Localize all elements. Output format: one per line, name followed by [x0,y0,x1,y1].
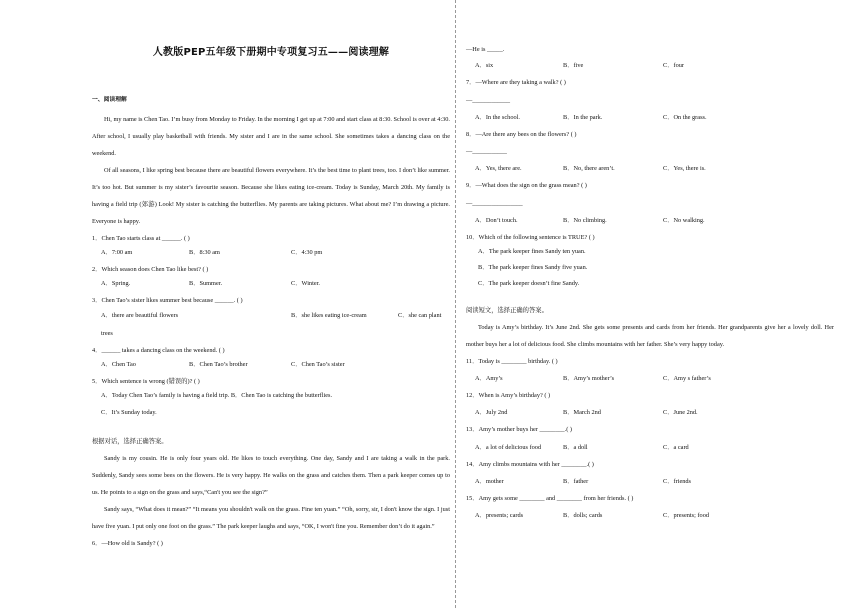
question-4: 4．______ takes a dancing class on the weekend. ( ) [92,346,225,354]
option: B．a doll [563,443,588,451]
option: C．It’s Sunday today. [101,409,157,417]
question-13: 13．Amy’s mother buys her ________.( ) [466,426,572,434]
instruction: 根据对话，选择正确答案。 [92,437,168,445]
page-title: 人教版PEP五年级下册期中专项复习五——阅读理解 [152,47,390,58]
option: B．five [563,62,584,70]
question-9: 9．—What does the sign on the grass mean? ( ) [466,182,587,190]
question-13-options [466,444,834,452]
option: B．father [563,477,589,485]
option: B．dolls; cards [563,512,603,520]
question-14-options [466,478,834,486]
question-15: 15．Amy gets some ________ and ________ from her friends. ( ) [466,495,634,503]
option: A．The park keeper fines Sandy ten yuan. [478,248,586,256]
question-3-options [92,312,450,320]
option: A．Don’t touch. [475,216,518,224]
option: B．In the park. [563,113,603,121]
question-11: 11．Today is ________ birthday. ( ) [466,357,558,365]
question-6-options [466,62,834,70]
option: A．Chen Tao [101,360,136,368]
answer-line: —___________ [466,148,507,156]
option: C．Yes, there is. [663,165,706,173]
left-column [92,0,450,548]
question-2: 2．Which season does Chen Tao like best? ( ) [92,265,209,273]
option: A．Amy’s [475,374,503,382]
option: A．In the school. [475,113,520,121]
instruction: 阅读短文，选择正确的答案。 [466,306,548,314]
question-4-options [92,361,450,369]
question-1: 1．Chen Tao starts class at ______. ( ) [92,234,190,242]
question-8-options [466,165,834,173]
option: C．a card [663,443,689,451]
question-7-options [466,114,834,122]
question-10: 10．Which of the following sentence is TRUE? ( ) [466,233,595,241]
option: C．The park keeper doesn’t fine Sandy. [478,280,580,288]
option: A．Today Chen Tao’s family is having a field trip. B．Chen Tao is catching the butterflies. [101,392,333,400]
option: A．a lot of delicious food [475,443,542,451]
question-15-options [466,512,834,520]
option: A．presents; cards [475,512,524,520]
option: B．Chen Tao’s brother [189,360,248,368]
column-divider [455,0,456,608]
question-5: 5．Which sentence is wrong (错误的)? ( ) [92,378,200,386]
option: B．No, there aren’t. [563,165,615,173]
right-column [466,0,834,520]
question-9-options [466,217,834,225]
passage2-paragraph: Sandy is my cousin. He is only four years old. He likes to touch everything. One day, Sandy and I are taking a walk in the park. Suddenly, Sandy sees some bees on the flowers. He is very happy. He walks on the grass and catches them. Then a park keeper comes up to us. He points to a sign on the grass and says,“Can't you see the sign?” [92,454,450,496]
option: C．4:30 pm [291,248,323,256]
option: B．No climbing. [563,216,607,224]
question-6: 6．—How old is Sandy? ( ) [92,539,163,547]
question-12: 12．When is Amy’s birthday? ( ) [466,392,551,400]
option: C．four [663,62,684,70]
option: B．The park keeper fines Sandy five yuan. [478,264,588,272]
question-8: 8．—Are there any bees on the flowers? ( ) [466,130,577,138]
question-11-options [466,375,834,383]
option: B．March 2nd [563,409,601,417]
option: A．mother [475,477,504,485]
option: C．Amy s father’s [663,374,711,382]
option: C．presents; food [663,512,709,520]
option: A．7:00 am [101,248,133,256]
option: B．she likes eating ice-cream [291,312,367,320]
option-continuation: trees [101,329,113,337]
passage2-paragraph: Sandy says, “What does it mean?” “It means you shouldn't walk on the grass. Fine ten yuan.” “Oh, sorry, sir, I don't know the sign. I just have five yuan. I put only one foot on the grass.” The park keeper laughs and says, “OK, I won't fine you. Remember don’t do it again.” [92,505,450,530]
question-3: 3．Chen Tao’s sister likes summer best because ______. ( ) [92,297,243,305]
option: B．Amy’s mother’s [563,374,615,382]
option: A．six [475,62,494,70]
option: A．Yes, there are. [475,165,522,173]
option: C．No walking. [663,216,705,224]
passage1-paragraph: Of all seasons, I like spring best because there are beautiful flowers everywhere. It’s the best time to plant trees, too. I don’t like summer. It’s too hot. But summer is my sister’s favourite season. Because she likes eating ice-cream. Today is Sunday, March 20th. My family is having a field trip (郊游) Look! My sister is catching the butterflies. My parents are taking pictures. What about me? I’m drawing a picture. Everyone is happy. [92,166,450,225]
option: C．June 2nd. [663,409,698,417]
option: C．Chen Tao’s sister [291,360,345,368]
option: A．there are beautiful flowers [101,312,179,320]
option: A．Spring. [101,280,131,288]
option: C．friends [663,477,691,485]
question-14: 14．Amy climbs mountains with her ________.( ) [466,460,594,468]
answer-line: —He is _____. [466,46,505,53]
option: C．Winter. [291,280,320,288]
option: C．she can plant [398,312,442,320]
option: A．July 2nd [475,409,508,417]
answer-line: —____________ [466,96,511,104]
option: B．Summer. [189,280,223,288]
option: C．On the grass. [663,113,707,121]
section-heading: 一、阅读理解 [92,97,127,103]
question-12-options [466,409,834,417]
answer-line: —________________ [466,199,523,207]
passage1-paragraph: Hi, my name is Chen Tao. I’m busy from Monday to Friday. In the morning I get up at 7:00 and start class at 8:30. School is over at 4:30. After school, I usually play basketball with friends. My sister and I are in the same school. She sometimes takes a dancing class on the weekend. [92,115,451,157]
question-7: 7．—Where are they taking a walk? ( ) [466,79,566,87]
question-10-options [466,248,834,289]
question-1-options [92,249,450,257]
passage3-paragraph: Today is Amy’s birthday. It’s June 2nd. She gets some presents and cards from her friends. Her grandparents give her a lovely doll. Her mother buys her a lot of delicious food. She climbs mountains with her father. She’s very happy today. [466,323,834,348]
option: B．8:30 am [189,248,220,256]
question-2-options [92,280,450,288]
